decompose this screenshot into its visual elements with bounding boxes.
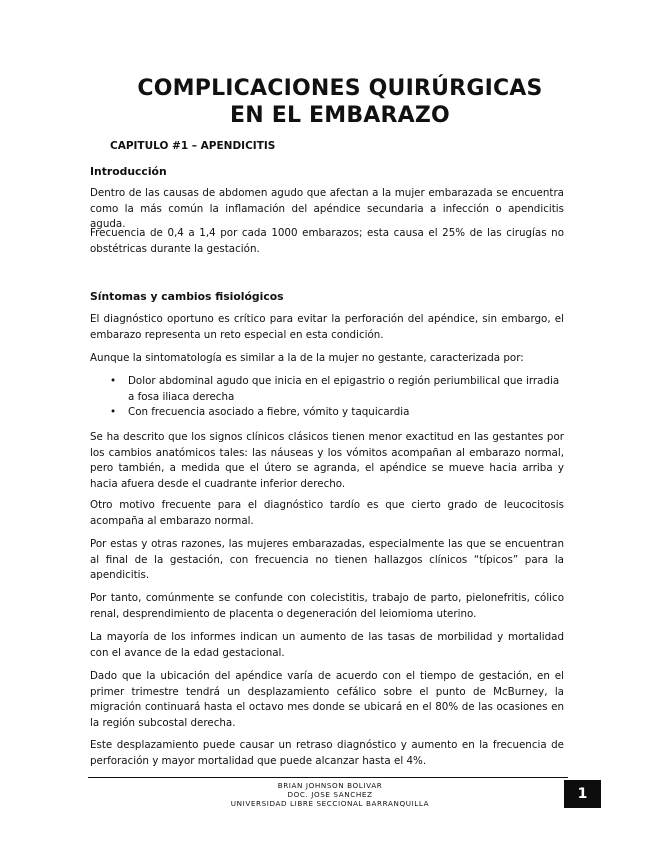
paragraph-signos: Se ha descrito que los signos clínicos clásicos tienen menor exactitud en las gestantes por los cambios anatómicos tales: las náuseas y los vómitos acompañan al embarazo normal, pero también, a medida que el útero se agranda, el apéndice se mueve hacia arriba y hacia afuera desde el cuadrante inferior derecho.: [90, 431, 564, 490]
paragraph-dado-que: Dado que la ubicación del apéndice varía de acuerdo con el tiempo de gestación, en el primer trimestre tendrá un desplazamiento cefálico sobre el punto de McBurney, la migración continuará hasta el octavo mes donde se ubicará en el 80% de las ocasiones en la región subcostal derecha.: [90, 670, 564, 729]
footer-author: BRIAN JOHNSON BOLIVAR: [277, 781, 383, 790]
paragraph-por-tanto: Por tanto, comúnmente se confunde con colecistitis, trabajo de parto, pielonefritis, cólico renal, desprendimiento de placenta o degeneración del leiomioma uterino.: [90, 592, 564, 620]
paragraph-otro-motivo: Otro motivo frecuente para el diagnóstico tardío es que cierto grado de leucocitosis acompaña al embarazo normal.: [90, 499, 564, 527]
paragraph-desplazamiento: Este desplazamiento puede causar un retraso diagnóstico y aumento en la frecuencia de perforación y mayor mortalidad que puede alcanzar hasta el 4%.: [90, 739, 564, 767]
footer-teacher: DOC. JOSE SANCHEZ: [287, 790, 373, 799]
document-title-line-1: COMPLICACIONES QUIRÚRGICAS: [137, 76, 543, 101]
paragraph-diagnostico: El diagnóstico oportuno es crítico para evitar la perforación del apéndice, sin embargo, el embarazo representa un reto especial en esta condición.: [90, 313, 564, 341]
list-item: • Dolor abdominal agudo que inicia en el epigastrio o región periumbilical que irradia a fosa iliaca derecha: [90, 374, 564, 405]
list-item: • Con frecuencia asociado a fiebre, vómito y taquicardia: [90, 405, 564, 421]
paragraph-aunque: Aunque la sintomatología es similar a la de la mujer no gestante, caracterizada por:: [90, 352, 524, 364]
intro-heading: Introducción: [90, 165, 167, 178]
page-number: 1: [564, 780, 601, 808]
intro-paragraph-1: Dentro de las causas de abdomen agudo que afectan a la mujer embarazada se encuentra como la más común la inflamación del apéndice secundaria a infección o apendicitis aguda.: [90, 187, 564, 230]
paragraph-mayoria: La mayoría de los informes indican un aumento de las tasas de morbilidad y mortalidad con el avance de la edad gestacional.: [90, 631, 564, 659]
intro-paragraph-2: Frecuencia de 0,4 a 1,4 por cada 1000 embarazos; esta causa el 25% de las cirugías no obstétricas durante la gestación.: [90, 227, 564, 255]
symptoms-heading: Síntomas y cambios fisiológicos: [90, 290, 284, 303]
footer-rule: [88, 777, 568, 778]
paragraph-estas-razones: Por estas y otras razones, las mujeres embarazadas, especialmente las que se encuentran al final de la gestación, con frecuencia no tienen hallazgos clínicos “típicos” para la apendicitis.: [90, 538, 564, 581]
document-title-line-2: EN EL EMBARAZO: [230, 103, 450, 128]
footer-university: UNIVERSIDAD LIBRE SECCIONAL BARRANQUILLA: [230, 799, 430, 808]
chapter-heading: CAPITULO #1 – APENDICITIS: [110, 140, 276, 152]
symptom-list: [90, 374, 564, 421]
